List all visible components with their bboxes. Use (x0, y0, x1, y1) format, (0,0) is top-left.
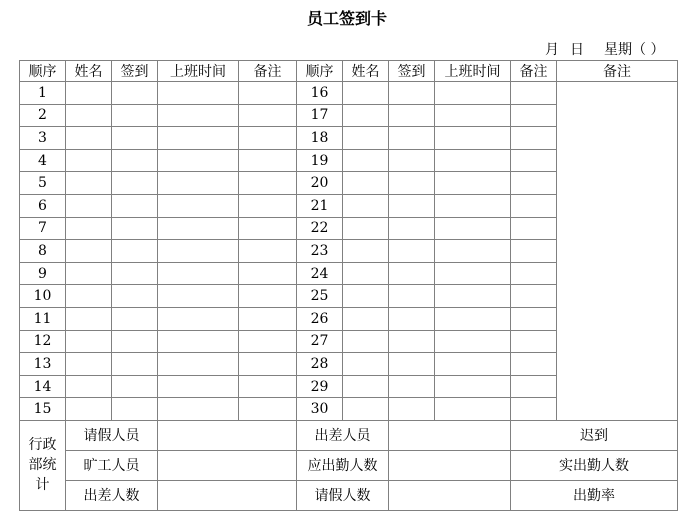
summary-value[interactable] (389, 450, 511, 480)
start-time-cell[interactable] (435, 375, 511, 398)
remark-cell[interactable] (239, 353, 297, 376)
name-cell[interactable] (343, 82, 389, 105)
signin-cell[interactable] (389, 398, 435, 421)
name-cell[interactable] (66, 285, 112, 308)
name-cell[interactable] (66, 307, 112, 330)
order-number: 23 (297, 240, 343, 263)
name-cell[interactable] (66, 240, 112, 263)
remark-cell[interactable] (239, 398, 297, 421)
signin-cell[interactable] (389, 127, 435, 150)
name-cell[interactable] (343, 285, 389, 308)
remark-cell[interactable] (239, 285, 297, 308)
admin-stats-label-line: 行政 (28, 437, 57, 454)
remark-cell[interactable] (239, 104, 297, 127)
summary-row (20, 420, 678, 450)
order-number: 25 (297, 285, 343, 308)
name-cell[interactable] (66, 217, 112, 240)
signin-cell[interactable] (389, 330, 435, 353)
column-header: 上班时间 (158, 61, 239, 82)
order-number: 17 (297, 104, 343, 127)
name-cell[interactable] (343, 194, 389, 217)
admin-stats-label (20, 420, 66, 510)
name-cell[interactable] (343, 172, 389, 195)
signin-cell[interactable] (389, 104, 435, 127)
start-time-cell[interactable] (158, 330, 239, 353)
remark-cell[interactable] (239, 307, 297, 330)
start-time-cell[interactable] (435, 149, 511, 172)
remark-cell[interactable] (511, 262, 557, 285)
order-number: 26 (297, 307, 343, 330)
order-number: 29 (297, 375, 343, 398)
date-month: 月 (545, 42, 559, 58)
date-day: 日 (570, 42, 584, 58)
signin-cell[interactable] (112, 82, 158, 105)
remark-cell[interactable] (511, 217, 557, 240)
remark-cell[interactable] (511, 285, 557, 308)
summary-label: 迟到 (511, 420, 678, 450)
summary-value[interactable] (158, 450, 297, 480)
order-number: 14 (20, 375, 66, 398)
signin-cell[interactable] (389, 172, 435, 195)
signin-cell[interactable] (389, 353, 435, 376)
remark-cell[interactable] (511, 104, 557, 127)
remark-cell[interactable] (511, 375, 557, 398)
name-cell[interactable] (66, 330, 112, 353)
start-time-cell[interactable] (158, 194, 239, 217)
signin-cell[interactable] (389, 285, 435, 308)
name-cell[interactable] (66, 194, 112, 217)
remark-cell[interactable] (239, 127, 297, 150)
name-cell[interactable] (66, 149, 112, 172)
signin-cell[interactable] (389, 375, 435, 398)
column-header: 签到 (112, 61, 158, 82)
column-header: 顺序 (297, 61, 343, 82)
start-time-cell[interactable] (158, 82, 239, 105)
name-cell[interactable] (343, 375, 389, 398)
name-cell[interactable] (66, 172, 112, 195)
signin-cell[interactable] (112, 194, 158, 217)
start-time-cell[interactable] (158, 104, 239, 127)
column-header: 签到 (389, 61, 435, 82)
name-cell[interactable] (343, 149, 389, 172)
start-time-cell[interactable] (158, 262, 239, 285)
summary-label: 请假人数 (297, 480, 389, 510)
order-number: 10 (20, 285, 66, 308)
name-cell[interactable] (343, 398, 389, 421)
signin-cell[interactable] (112, 375, 158, 398)
signin-cell[interactable] (112, 262, 158, 285)
name-cell[interactable] (343, 240, 389, 263)
signin-cell[interactable] (112, 398, 158, 421)
summary-value[interactable] (389, 480, 511, 510)
remark-cell[interactable] (511, 398, 557, 421)
remark-cell[interactable] (239, 262, 297, 285)
summary-label: 旷工人员 (66, 450, 158, 480)
start-time-cell[interactable] (435, 194, 511, 217)
start-time-cell[interactable] (435, 172, 511, 195)
signin-cell[interactable] (112, 217, 158, 240)
summary-row (20, 480, 678, 510)
remark-cell[interactable] (511, 82, 557, 105)
name-cell[interactable] (66, 353, 112, 376)
page-title: 员工签到卡 (306, 9, 387, 28)
start-time-cell[interactable] (435, 104, 511, 127)
summary-value[interactable] (158, 420, 297, 450)
name-cell[interactable] (66, 104, 112, 127)
name-cell[interactable] (343, 217, 389, 240)
signin-cell[interactable] (112, 240, 158, 263)
remark-cell[interactable] (239, 82, 297, 105)
order-number: 19 (297, 149, 343, 172)
summary-label: 出差人数 (66, 480, 158, 510)
remark-cell[interactable] (511, 194, 557, 217)
order-number: 16 (297, 82, 343, 105)
start-time-cell[interactable] (435, 262, 511, 285)
column-header: 姓名 (343, 61, 389, 82)
remark-cell[interactable] (239, 375, 297, 398)
summary-label: 出差人员 (297, 420, 389, 450)
remark-cell[interactable] (511, 127, 557, 150)
start-time-cell[interactable] (435, 240, 511, 263)
start-time-cell[interactable] (158, 149, 239, 172)
remark-cell[interactable] (239, 217, 297, 240)
summary-value[interactable] (389, 420, 511, 450)
order-number: 11 (20, 307, 66, 330)
start-time-cell[interactable] (158, 353, 239, 376)
order-number: 5 (20, 172, 66, 195)
name-cell[interactable] (343, 104, 389, 127)
signin-cell[interactable] (112, 307, 158, 330)
start-time-cell[interactable] (435, 353, 511, 376)
start-time-cell[interactable] (435, 217, 511, 240)
remark-cell[interactable] (511, 353, 557, 376)
order-number: 2 (20, 104, 66, 127)
order-number: 24 (297, 262, 343, 285)
name-cell[interactable] (343, 307, 389, 330)
sign-in-table (19, 60, 678, 511)
order-number: 4 (20, 149, 66, 172)
order-number: 28 (297, 353, 343, 376)
signin-cell[interactable] (389, 217, 435, 240)
summary-label: 出勤率 (511, 480, 678, 510)
order-number: 9 (20, 262, 66, 285)
order-number: 20 (297, 172, 343, 195)
signin-cell[interactable] (389, 82, 435, 105)
signin-cell[interactable] (389, 262, 435, 285)
remark-cell[interactable] (511, 172, 557, 195)
start-time-cell[interactable] (435, 285, 511, 308)
admin-stats-label-line: 计 (35, 477, 50, 494)
remark-cell[interactable] (511, 149, 557, 172)
remark-cell[interactable] (239, 240, 297, 263)
start-time-cell[interactable] (158, 375, 239, 398)
start-time-cell[interactable] (158, 285, 239, 308)
remark-cell[interactable] (239, 172, 297, 195)
signin-cell[interactable] (112, 172, 158, 195)
start-time-cell[interactable] (158, 240, 239, 263)
name-cell[interactable] (343, 262, 389, 285)
start-time-cell[interactable] (158, 172, 239, 195)
order-number: 18 (297, 127, 343, 150)
order-number: 6 (20, 194, 66, 217)
signin-cell[interactable] (389, 240, 435, 263)
column-header: 备注 (239, 61, 297, 82)
summary-label: 应出勤人数 (297, 450, 389, 480)
admin-stats-label-line: 部统 (28, 457, 57, 474)
remark-cell[interactable] (239, 330, 297, 353)
start-time-cell[interactable] (435, 127, 511, 150)
table-row (20, 82, 678, 105)
remark-cell[interactable] (511, 240, 557, 263)
order-number: 8 (20, 240, 66, 263)
order-number: 7 (20, 217, 66, 240)
column-header: 备注 (557, 61, 678, 82)
order-number: 27 (297, 330, 343, 353)
order-number: 12 (20, 330, 66, 353)
notes-area[interactable] (557, 82, 678, 421)
start-time-cell[interactable] (158, 398, 239, 421)
order-number: 30 (297, 398, 343, 421)
remark-cell[interactable] (239, 194, 297, 217)
start-time-cell[interactable] (435, 330, 511, 353)
order-number: 22 (297, 217, 343, 240)
signin-cell[interactable] (112, 353, 158, 376)
signin-cell[interactable] (389, 194, 435, 217)
order-number: 13 (20, 353, 66, 376)
start-time-cell[interactable] (158, 217, 239, 240)
column-header: 顺序 (20, 61, 66, 82)
signin-cell[interactable] (112, 104, 158, 127)
summary-label: 请假人员 (66, 420, 158, 450)
header-row (20, 61, 678, 82)
order-number: 1 (20, 82, 66, 105)
signin-cell[interactable] (389, 307, 435, 330)
name-cell[interactable] (343, 127, 389, 150)
column-header: 上班时间 (435, 61, 511, 82)
remark-cell[interactable] (239, 149, 297, 172)
order-number: 15 (20, 398, 66, 421)
name-cell[interactable] (66, 262, 112, 285)
name-cell[interactable] (66, 127, 112, 150)
name-cell[interactable] (66, 82, 112, 105)
name-cell[interactable] (343, 353, 389, 376)
signin-cell[interactable] (112, 149, 158, 172)
signin-cell[interactable] (112, 127, 158, 150)
order-number: 3 (20, 127, 66, 150)
start-time-cell[interactable] (435, 398, 511, 421)
start-time-cell[interactable] (158, 307, 239, 330)
start-time-cell[interactable] (435, 82, 511, 105)
name-cell[interactable] (66, 398, 112, 421)
date-weekday: 星期（ ） (604, 42, 665, 58)
column-header: 备注 (511, 61, 557, 82)
summary-value[interactable] (158, 480, 297, 510)
signin-cell[interactable] (389, 149, 435, 172)
signin-cell[interactable] (112, 285, 158, 308)
name-cell[interactable] (343, 330, 389, 353)
remark-cell[interactable] (511, 307, 557, 330)
name-cell[interactable] (66, 375, 112, 398)
summary-row (20, 450, 678, 480)
order-number: 21 (297, 194, 343, 217)
signin-cell[interactable] (112, 330, 158, 353)
column-header: 姓名 (66, 61, 112, 82)
summary-label: 实出勤人数 (511, 450, 678, 480)
remark-cell[interactable] (511, 330, 557, 353)
start-time-cell[interactable] (158, 127, 239, 150)
start-time-cell[interactable] (435, 307, 511, 330)
